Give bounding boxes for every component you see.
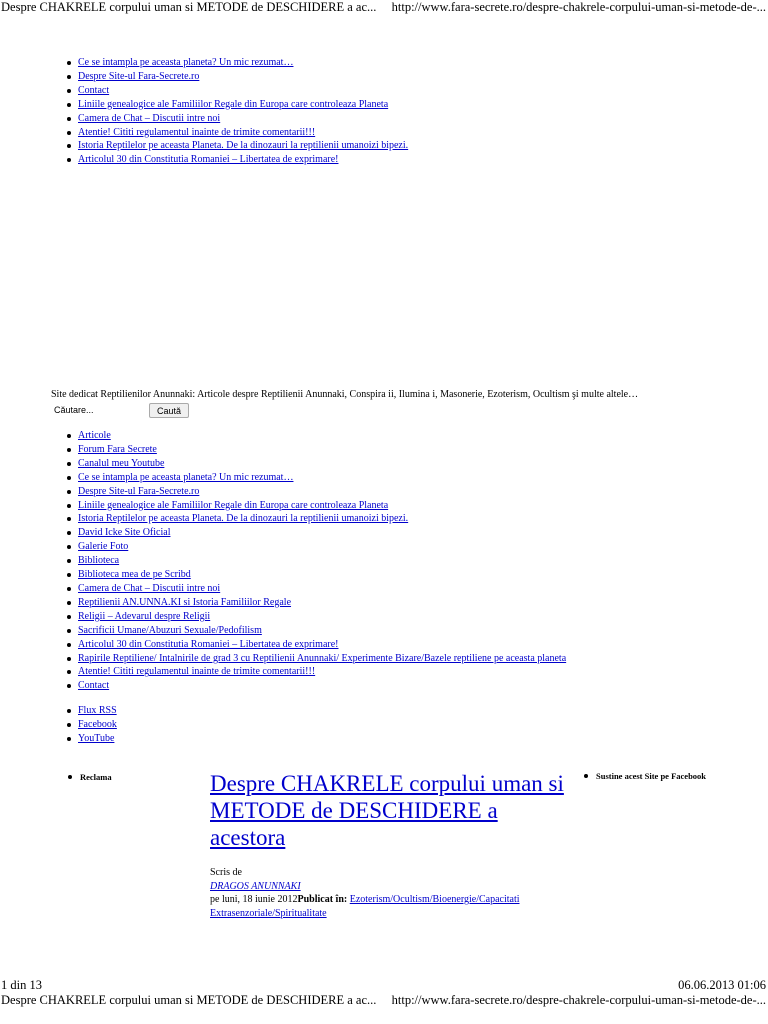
document-url: http://www.fara-secrete.ro/despre-chakrele-corpului-uman-si-metode-de-... bbox=[391, 0, 766, 14]
main-menu-link[interactable]: Liniile genealogice ale Familiilor Regale din Europa care controleaza Planeta bbox=[78, 499, 389, 511]
top-menu-item bbox=[62, 126, 408, 140]
category-link[interactable]: Ezoterism/Ocultism/Bioenergie/Capacitati Extrasenzoriale/Spiritualitate bbox=[210, 894, 520, 919]
main-menu-item bbox=[62, 512, 566, 526]
document-title-next: Despre CHAKRELE corpului uman si METODE de DESCHIDERE a ac... bbox=[1, 993, 377, 1007]
main-menu-item bbox=[62, 443, 566, 457]
top-menu-item bbox=[62, 139, 408, 153]
search-input[interactable] bbox=[54, 403, 144, 416]
main-menu-link[interactable]: Despre Site-ul Fara-Secrete.ro bbox=[78, 485, 200, 497]
article-date: pe luni, 18 iunie 2012 bbox=[210, 894, 298, 905]
top-menu-item bbox=[62, 84, 408, 98]
main-menu-item bbox=[62, 665, 566, 679]
top-menu-item bbox=[62, 153, 408, 167]
written-by-label: Scris de bbox=[210, 867, 242, 878]
main-menu-item bbox=[62, 554, 566, 568]
main-menu-item bbox=[62, 485, 566, 499]
main-menu-link[interactable]: Religii – Adevarul despre Religii bbox=[78, 610, 211, 622]
main-menu-link[interactable]: Sacrificii Umane/Abuzuri Sexuale/Pedofilism bbox=[78, 624, 262, 636]
social-menu bbox=[62, 704, 117, 746]
top-menu-link[interactable]: Atentie! Cititi regulamentul inainte de trimite comentarii!!! bbox=[78, 126, 316, 138]
ad-label: Reclama bbox=[68, 772, 112, 782]
main-menu-link[interactable]: David Icke Site Oficial bbox=[78, 527, 171, 539]
main-menu-link[interactable]: Contact bbox=[78, 680, 110, 692]
main-menu-item bbox=[62, 568, 566, 582]
top-menu-item bbox=[62, 70, 408, 84]
main-menu-item bbox=[62, 457, 566, 471]
top-menu-link[interactable]: Despre Site-ul Fara-Secrete.ro bbox=[78, 70, 200, 82]
top-menu-link[interactable]: Articolul 30 din Constitutia Romaniei – Libertatea de exprimare! bbox=[78, 154, 339, 166]
document-title: Despre CHAKRELE corpului uman si METODE de DESCHIDERE a ac... bbox=[1, 0, 377, 14]
main-menu-item bbox=[62, 540, 566, 554]
article-title bbox=[210, 770, 570, 851]
main-menu-link[interactable]: Biblioteca mea de pe Scribd bbox=[78, 569, 191, 581]
main-menu-link[interactable]: Reptilienii AN.UNNA.KI si Istoria Familiilor Regale bbox=[78, 596, 292, 608]
main-menu-link[interactable]: Rapirile Reptiliene/ Intalnirile de grad 3 cu Reptilienii Anunnaki/ Experimente Bizare/Bazele reptiliene pe aceasta planeta bbox=[78, 652, 567, 664]
top-menu-link[interactable]: Istoria Reptilelor pe aceasta Planeta. De la dinozauri la reptilienii umanoizi bipezi. bbox=[78, 140, 409, 152]
main-menu-item bbox=[62, 679, 566, 693]
main-menu-link[interactable]: Articolul 30 din Constitutia Romaniei – Libertatea de exprimare! bbox=[78, 638, 339, 650]
main-menu-link[interactable]: Atentie! Cititi regulamentul inainte de trimite comentarii!!! bbox=[78, 666, 316, 678]
document-url-next: http://www.fara-secrete.ro/despre-chakrele-corpului-uman-si-metode-de-... bbox=[391, 993, 766, 1007]
main-menu-item bbox=[62, 638, 566, 652]
social-menu-link[interactable]: Flux RSS bbox=[78, 705, 117, 716]
top-menu-link[interactable]: Contact bbox=[78, 84, 110, 96]
social-menu-item bbox=[62, 718, 117, 732]
main-menu-link[interactable]: Istoria Reptilelor pe aceasta Planeta. De la dinozauri la reptilienii umanoizi bipezi. bbox=[78, 513, 409, 525]
main-menu-item bbox=[62, 429, 566, 443]
main-menu-item bbox=[62, 471, 566, 485]
main-menu-link[interactable]: Articole bbox=[78, 430, 111, 441]
print-datetime: 06.06.2013 01:06 bbox=[678, 978, 766, 992]
social-menu-item bbox=[62, 704, 117, 718]
top-menu-link[interactable]: Camera de Chat – Discutii intre noi bbox=[78, 112, 221, 124]
social-menu-link[interactable]: Facebook bbox=[78, 718, 117, 730]
main-menu-item bbox=[62, 582, 566, 596]
main-menu-item bbox=[62, 596, 566, 610]
main-menu-link[interactable]: Ce se intampla pe aceasta planeta? Un mic rezumat… bbox=[78, 471, 294, 483]
main-menu-item bbox=[62, 652, 566, 666]
top-menu-link[interactable]: Ce se intampla pe aceasta planeta? Un mic rezumat… bbox=[78, 57, 294, 68]
top-menu-item bbox=[62, 56, 408, 70]
main-menu-link[interactable]: Forum Fara Secrete bbox=[78, 443, 157, 455]
author-link[interactable]: DRAGOS ANUNNAKI bbox=[210, 880, 301, 892]
main-menu-link[interactable]: Galerie Foto bbox=[78, 541, 129, 553]
top-menu bbox=[62, 56, 408, 167]
social-menu-link[interactable]: YouTube bbox=[78, 732, 115, 744]
article-meta bbox=[210, 866, 570, 920]
published-label: Publicat în: bbox=[297, 894, 348, 905]
facebook-support-label: Sustine acest Site pe Facebook bbox=[584, 771, 706, 781]
site-tagline: Site dedicat Reptilienilor Anunnaki: Articole despre Reptilienii Anunnaki, Conspira ii, Ilumina i, Masonerie, Ezoterism, Ocultism şi multe altele… bbox=[51, 389, 639, 400]
main-menu-link[interactable]: Canalul meu Youtube bbox=[78, 457, 165, 469]
top-menu-link[interactable]: Liniile genealogice ale Familiilor Regale din Europa care controleaza Planeta bbox=[78, 98, 389, 110]
page-number: 1 din 13 bbox=[1, 978, 42, 992]
article-title-link[interactable]: Despre CHAKRELE corpului uman si METODE de DESCHIDERE a acestora bbox=[210, 771, 564, 850]
search-button[interactable]: Caută bbox=[149, 403, 189, 418]
main-menu-link[interactable]: Camera de Chat – Discutii intre noi bbox=[78, 582, 221, 594]
main-menu-item bbox=[62, 526, 566, 540]
main-menu-item bbox=[62, 499, 566, 513]
social-menu-item bbox=[62, 732, 117, 746]
main-menu bbox=[62, 429, 566, 693]
main-menu-link[interactable]: Biblioteca bbox=[78, 555, 120, 567]
main-menu-item bbox=[62, 610, 566, 624]
main-menu-item bbox=[62, 624, 566, 638]
top-menu-item bbox=[62, 112, 408, 126]
top-menu-item bbox=[62, 98, 408, 112]
